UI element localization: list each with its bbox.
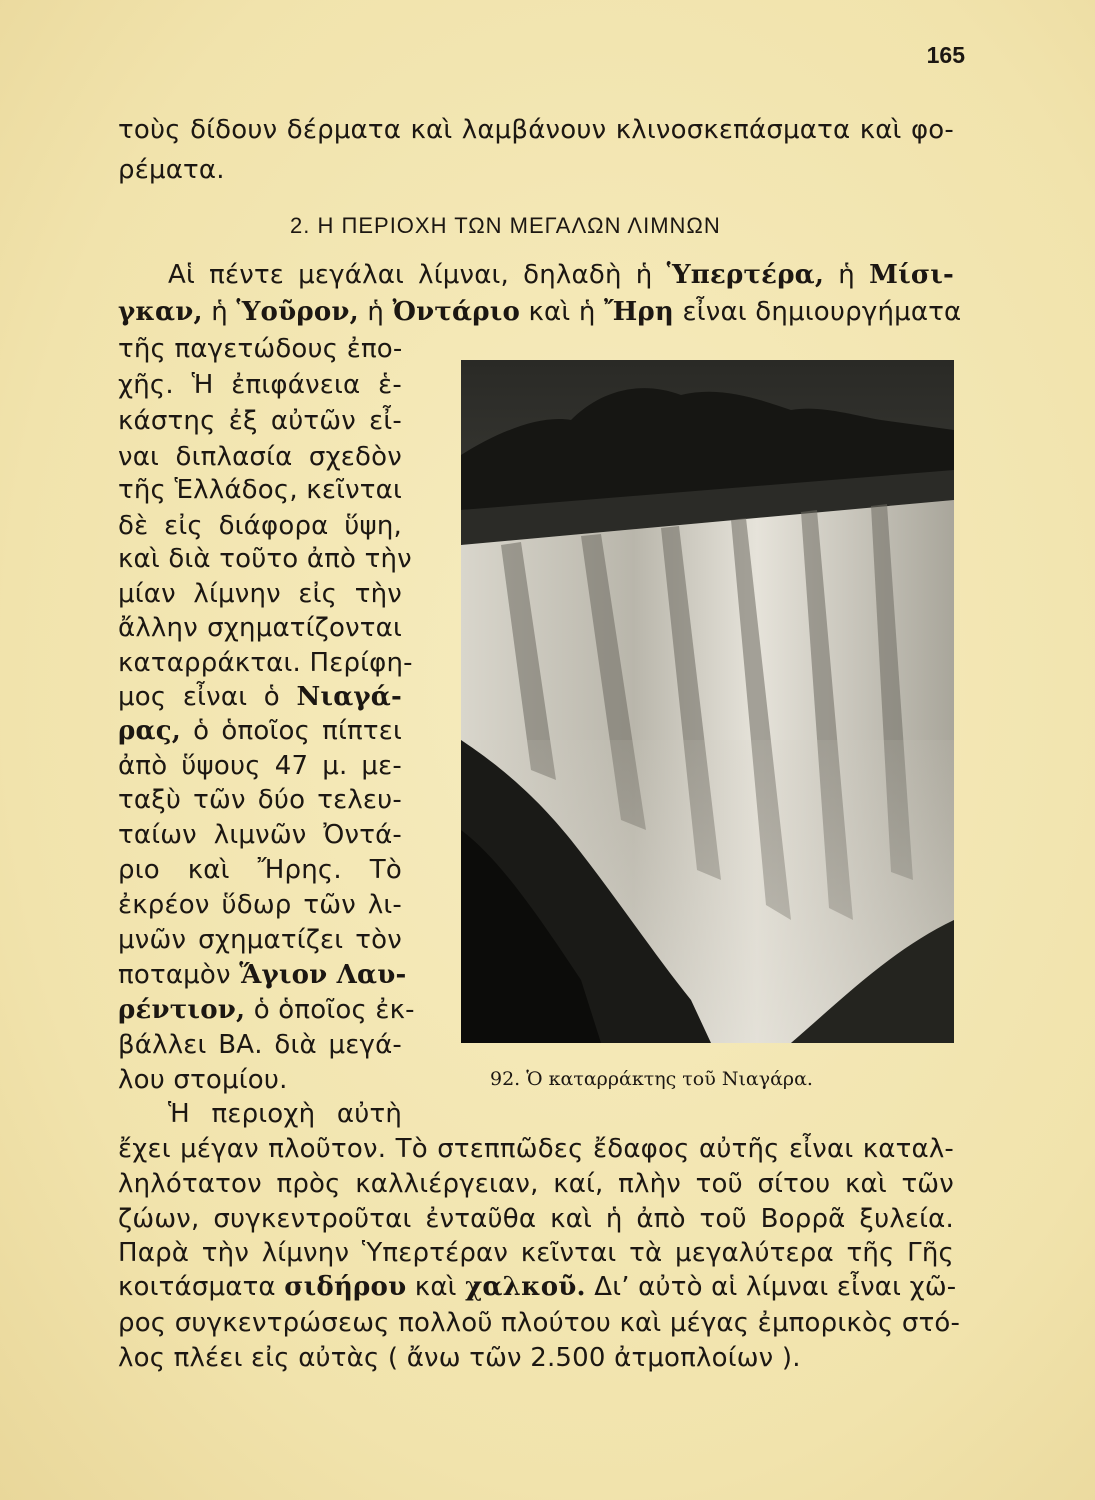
section-heading: 2. Η ΠΕΡΙΟΧΗ ΤΩΝ ΜΕΓΑΛΩΝ ΛΙΜΝΩΝ bbox=[290, 213, 721, 238]
bold-term: Ἅγιον Λαυ- bbox=[239, 960, 407, 990]
column-line: ταξὺ τῶν δύο τελευ- bbox=[118, 785, 402, 815]
column-line: ἐκρέον ὕδωρ τῶν λι- bbox=[118, 890, 402, 920]
column-line: καταρράκται. Περίφη- bbox=[118, 648, 413, 678]
text-span: ὁ ὁποῖος ἐκ- bbox=[245, 995, 415, 1025]
text-line: ρέματα. bbox=[118, 155, 225, 185]
column-line: Ἡ περιοχὴ αὐτὴ bbox=[168, 1099, 402, 1129]
column-line: ἀπὸ ὕψους 47 μ. με- bbox=[118, 751, 402, 781]
bold-term: χαλκοῦ. bbox=[465, 1272, 586, 1302]
column-line: καὶ διὰ τοῦτο ἀπὸ τὴν bbox=[118, 544, 412, 574]
text-span: ποταμὸν bbox=[118, 960, 240, 990]
bold-term: σιδήρου bbox=[284, 1272, 407, 1302]
column-line: μνῶν σχηματίζει τὸν bbox=[118, 925, 402, 955]
bold-term: Ὑοῦρον, bbox=[236, 297, 359, 327]
bold-term: Νιαγά- bbox=[296, 682, 402, 712]
column-line bbox=[118, 958, 407, 992]
bold-term: γκαν, bbox=[118, 297, 203, 327]
bold-term: ρέντιον, bbox=[118, 995, 246, 1025]
text-line: τοὺς δίδουν δέρματα καὶ λαμβάνουν κλινοσκεπάσματα καὶ φο- bbox=[118, 115, 954, 145]
column-line bbox=[118, 993, 415, 1027]
niagara-falls-photo bbox=[461, 360, 954, 1043]
text-span: Δι’ αὐτὸ αἱ λίμναι εἶναι χῶ- bbox=[585, 1272, 957, 1302]
text-span: Αἱ πέντε μεγάλαι λίμναι, δηλαδὴ ἡ bbox=[168, 260, 667, 290]
text-line bbox=[168, 258, 954, 292]
text-span: ἡ bbox=[358, 297, 393, 327]
bold-term: Μίσι- bbox=[869, 260, 954, 290]
column-line: τῆς παγετώδους ἐπο- bbox=[118, 334, 403, 364]
text-line bbox=[118, 1270, 957, 1304]
text-span: ὁ ὁποῖος πίπτει bbox=[180, 716, 402, 746]
column-line: τῆς Ἑλλάδος, κεῖνται bbox=[118, 475, 402, 505]
text-span: ἡ bbox=[202, 297, 237, 327]
column-line: κάστης ἐξ αὐτῶν εἶ- bbox=[118, 406, 402, 436]
text-line: ρος συγκεντρώσεως πολλοῦ πλούτου καὶ μέγας ἐμπορικὸς στό- bbox=[118, 1308, 961, 1338]
text-line bbox=[118, 295, 962, 329]
bold-term: Ἤρη bbox=[603, 297, 675, 327]
column-line: ταίων λιμνῶν Ὀντά- bbox=[118, 820, 402, 850]
text-line: ζώων, συγκεντροῦται ἐνταῦθα καὶ ἡ ἀπὸ τοῦ Βορρᾶ ξυλεία. bbox=[118, 1204, 954, 1234]
page-number: 165 bbox=[926, 42, 965, 68]
column-line: λου στομίου. bbox=[118, 1065, 288, 1095]
column-line: χῆς. Ἡ ἐπιφάνεια ἑ- bbox=[118, 370, 402, 400]
bold-term: ρας, bbox=[118, 716, 181, 746]
text-span: εἶναι δημιουργήματα bbox=[674, 297, 962, 327]
text-line: Παρὰ τὴν λίμνην Ὑπερτέραν κεῖνται τὰ μεγαλύτερα τῆς Γῆς bbox=[118, 1238, 954, 1268]
bold-term: Ὀντάριο bbox=[392, 297, 521, 327]
text-span: μος εἶναι ὁ bbox=[118, 682, 297, 712]
column-line: ναι διπλασία σχεδὸν bbox=[118, 442, 402, 472]
text-span: καὶ bbox=[406, 1272, 466, 1302]
waterfall-illustration bbox=[461, 360, 954, 1043]
column-line bbox=[118, 680, 402, 714]
bold-term: Ὑπερτέρα, bbox=[666, 260, 825, 290]
column-line: μίαν λίμνην εἰς τὴν bbox=[118, 579, 402, 609]
figure-caption: 92. Ὁ καταρράκτης τοῦ Νιαγάρα. bbox=[490, 1068, 813, 1090]
text-line: ἔχει μέγαν πλοῦτον. Τὸ στεππῶδες ἔδαφος αὐτῆς εἶναι καταλ- bbox=[118, 1134, 954, 1164]
column-line: δὲ εἰς διάφορα ὕψη, bbox=[118, 511, 402, 541]
column-line bbox=[118, 714, 402, 748]
column-line: βάλλει ΒΑ. διὰ μεγά- bbox=[118, 1030, 402, 1060]
text-span: κοιτάσματα bbox=[118, 1272, 285, 1302]
text-span: ἡ bbox=[824, 260, 870, 290]
text-line: λος πλέει εἰς αὐτὰς ( ἄνω τῶν 2.500 ἀτμοπλοίων ). bbox=[118, 1343, 801, 1373]
column-line: ριο καὶ Ἤρης. Τὸ bbox=[118, 855, 402, 885]
text-line: ληλότατον πρὸς καλλιέργειαν, καί, πλὴν τοῦ σίτου καὶ τῶν bbox=[118, 1169, 954, 1199]
column-line: ἄλλην σχηματίζονται bbox=[118, 613, 402, 643]
text-span: καὶ ἡ bbox=[520, 297, 604, 327]
